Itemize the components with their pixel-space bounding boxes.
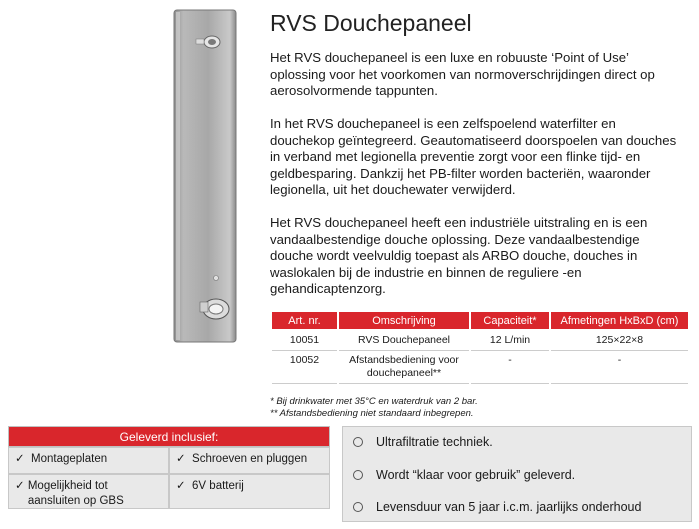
circle-bullet-icon xyxy=(353,437,363,447)
feature-label: Levensduur van 5 jaar i.c.m. jaarlijks onderhoud xyxy=(376,500,642,514)
spec-table-header xyxy=(272,312,688,331)
shower-panel-image xyxy=(160,8,242,348)
cell-dimensions: 125×22×8 xyxy=(551,331,688,351)
included-item-label: Mogelijkheid tot aansluiten op GBS xyxy=(27,480,124,507)
table-row xyxy=(272,351,688,384)
included-item-label: Montageplaten xyxy=(31,453,108,465)
feature-label: Ultrafiltratie techniek. xyxy=(376,435,493,449)
cell-article-number: 10051 xyxy=(272,331,337,351)
intro-paragraph: Het RVS douchepaneel is een luxe en robuuste ‘Point of Use’ oplossing voor het voorkomen van normoverschrijdingen direct op aerosolvormende tappunten. xyxy=(270,50,655,98)
features-box xyxy=(342,426,692,522)
cell-dimensions: - xyxy=(551,351,688,384)
check-icon: ✓ xyxy=(15,453,25,465)
cell-capacity: - xyxy=(471,351,549,384)
col-dimensions: Afmetingen HxBxD (cm) xyxy=(551,312,688,331)
col-capacity: Capaciteit* xyxy=(471,312,549,331)
footnote-remote: ** Afstandsbediening niet standaard inbegrepen. xyxy=(270,408,474,419)
included-item-label: 6V batterij xyxy=(192,480,244,492)
included-heading: Geleverd inclusief: xyxy=(8,426,330,447)
feature-item xyxy=(353,468,575,482)
cell-article-number: 10052 xyxy=(272,351,337,384)
cell-description: Afstandsbediening voor douchepaneel** xyxy=(339,351,469,384)
check-icon: ✓ xyxy=(176,453,186,465)
included-item xyxy=(169,474,330,509)
cell-description: RVS Douchepaneel xyxy=(339,331,469,351)
usage-paragraph: Het RVS douchepaneel heeft een industriële uitstraling en is een vandaalbestendige douche oplossing. Deze vandaalbestendige douche wordt veelvuldig toepast als ARBO douche, douches in waslokalen bij de industrie en binnen de reguliere -en gehandicaptenzorg. xyxy=(270,215,648,296)
included-item xyxy=(8,474,169,509)
table-row xyxy=(272,331,688,351)
footnote-capacity: * Bij drinkwater met 35°C en waterdruk van 2 bar. xyxy=(270,396,478,407)
feature-item xyxy=(353,500,641,514)
check-icon: ✓ xyxy=(176,480,186,492)
included-item xyxy=(169,447,330,474)
page-title: RVS Douchepaneel xyxy=(270,10,472,36)
included-item xyxy=(8,447,169,474)
col-article-number: Art. nr. xyxy=(272,312,337,331)
feature-label: Wordt “klaar voor gebruik” geleverd. xyxy=(376,468,576,482)
feature-item xyxy=(353,435,493,449)
cell-capacity: 12 L/min xyxy=(471,331,549,351)
check-icon: ✓ xyxy=(15,480,25,492)
circle-bullet-icon xyxy=(353,502,363,512)
col-description: Omschrijving xyxy=(339,312,469,331)
filter-paragraph: In het RVS douchepaneel is een zelfspoelend waterfilter en douchekop geïntegreerd. Geautomatiseerd doorspoelen van douches in verband met legionella preventie zorgt voor een flinke tijd- en geldbesparing. Dankzij het PB-filter worden bacteriën, waaronder legionella, uit het douchewater verwijderd. xyxy=(270,116,677,197)
included-item-label: Schroeven en pluggen xyxy=(192,453,308,465)
spec-table xyxy=(270,312,690,384)
included-box xyxy=(8,426,330,509)
circle-bullet-icon xyxy=(353,470,363,480)
